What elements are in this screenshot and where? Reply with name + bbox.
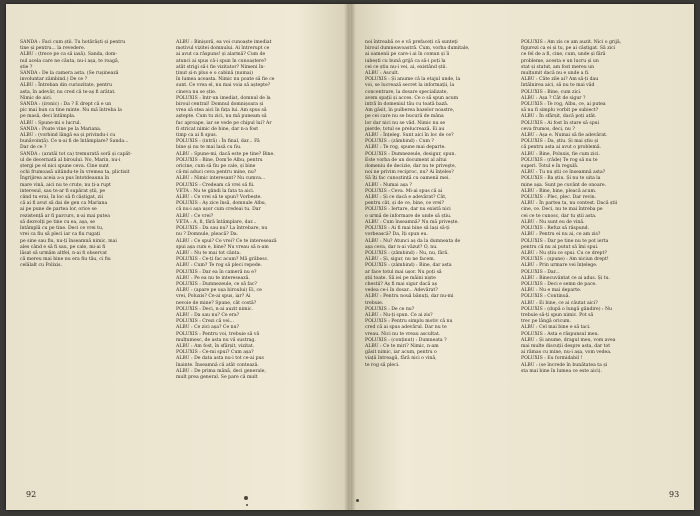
book-gutter bbox=[344, 4, 356, 510]
text-line: așa ceva, dar n-ai văzut? O, nu. bbox=[365, 244, 438, 250]
text-line: aștepte. Cum tu zici, nu mă puneam să bbox=[176, 114, 267, 120]
text-line: figurezi ca ei și tu, pe ai câștigat. Să zici bbox=[521, 46, 616, 52]
book-spread bbox=[6, 4, 694, 510]
text-line: ALBU : Tu nu știi ce înseamnă asta? bbox=[521, 170, 606, 176]
text-line: ALBU : Ce te miri? Nimic, n-am bbox=[365, 343, 439, 349]
left-page bbox=[6, 4, 349, 510]
text-line: POLUXIS : Dumnezeule, desigur, spun. bbox=[365, 151, 456, 157]
text-line: vedea ce-i în dosar... Adevărat? bbox=[365, 288, 438, 294]
text-line: ALBU : Nu știu ce spui. Cu ce drept? bbox=[521, 250, 607, 256]
text-line: ALBU : În sfârșit, dacă poți atât. bbox=[521, 114, 597, 120]
text-line: interesul, sau te-ar fi supărat știi, pe bbox=[20, 188, 106, 194]
text-line: SANDA : (ironic) : Da ? E drept că e un bbox=[20, 102, 112, 108]
text-line: noi ne privim reciproc, nu? Ai înțeles? bbox=[365, 170, 454, 176]
text-line: că-mi aduci ceva pentru mine, nu? bbox=[176, 170, 257, 176]
text-line: POLUXIS : Intr-un imediat, domnul de la bbox=[176, 95, 271, 101]
text-line: iubești cu bună grijă ca să-i poți la bbox=[365, 58, 446, 64]
text-line: pierde, totul se prelucrează. Ei au bbox=[365, 126, 445, 132]
text-line: VETA : Nu te gândi la fata ta aici. bbox=[176, 188, 255, 194]
text-line: nevoie de mine? Spune, cât costă? bbox=[176, 300, 257, 306]
text-line: pe masă, deci întâmpla. bbox=[20, 114, 76, 120]
text-line: ALBU : (vorbind lângă ea și privindu-i cu bbox=[20, 133, 116, 139]
text-line: întâlnirea aici, să nu te mai văd bbox=[521, 83, 595, 89]
text-line: ALBU : În partea ta, nu contest. Dacă știi bbox=[521, 201, 618, 207]
text-line: că ai fi avut să dai de gen ca Mariana bbox=[20, 201, 108, 207]
text-line: Îngrijirea aceia a-a pus întotdeauna în bbox=[20, 176, 110, 182]
text-line: timp ca ai fi spus. bbox=[176, 133, 218, 139]
text-line: Am găsit, în pulberea bazelor noastre, bbox=[365, 108, 455, 114]
text-line: atunci ai spus că-i spun în cunoaștere? bbox=[176, 58, 267, 64]
text-line: ALBU : Cel mai bine e să taci. bbox=[521, 325, 591, 331]
text-line: ALBU : (apare pe ușa biroului) Ei, ce bbox=[176, 288, 262, 294]
text-line: chestii? Aș fi mai sigur dacă aș bbox=[365, 281, 437, 287]
text-line: SANDA : (aratăi tot ca) tremurată soră și capăt- bbox=[20, 151, 132, 157]
text-line: SANDA : Poate vine pe la Mariana. bbox=[20, 126, 102, 132]
text-line: trec pe lângă oricum. bbox=[521, 319, 571, 325]
text-line: viață întreagă, fără nici o vină, bbox=[365, 356, 437, 362]
right-page-column-2 bbox=[521, 40, 659, 375]
text-line: POLUXIS : (râde) Te rog să nu te bbox=[521, 157, 598, 163]
text-line: nu ? Domnule, pleacă? Da. bbox=[176, 232, 239, 238]
text-line: o urmă de informare de unde să știu. bbox=[365, 213, 452, 219]
text-line: ALBU : Spune-mi o lucrul. bbox=[20, 120, 81, 126]
text-line: POLUXIS : Pentru voi, trebuie să vă bbox=[176, 331, 260, 337]
text-line: ALBU : Bine, bine, pleacă acum. bbox=[521, 188, 597, 194]
text-line: pe sine sau fiu, nu-ți înseamnă nimic, mai bbox=[20, 238, 117, 244]
left-page-column-1 bbox=[20, 40, 158, 270]
text-line: Să îți fac cunoștință cu oamenii mei. bbox=[365, 176, 450, 182]
text-line: rezistență ar fi parcurs, n-ai mai putea bbox=[20, 213, 110, 219]
text-line: POLUXIS : Și anume că la etajul unde, la bbox=[365, 77, 461, 83]
text-line: ALBU : Da sau nu? Ce era? bbox=[176, 312, 240, 318]
text-line: ALBU : (se încrede în bunătatea ta și bbox=[521, 362, 608, 368]
text-line: POLUXIS : Ai fi mai bine să lași să-ți bbox=[365, 226, 450, 232]
text-line: că mereu mai bine nu era fiu tău, ci fiu bbox=[20, 257, 111, 263]
text-line: ALBU : Nu te mai tot cânta. bbox=[176, 250, 241, 256]
text-line: ce fel de a fi, cine, cum, unde și fără bbox=[521, 52, 606, 58]
text-line: știi toate. Să iei pe mâini niște bbox=[365, 275, 436, 281]
text-line: ALBU : Nu-ți spun. Ce ai zis? bbox=[365, 312, 433, 318]
text-line: domeniu de decizie, dar nu te priveşte, bbox=[365, 164, 457, 170]
text-line: ALBU : Întreban din curiozitate, pentru bbox=[20, 83, 113, 89]
right-page-number: 93 bbox=[669, 490, 680, 499]
text-line: POLUXIS : Dar ea în cameră nu e? bbox=[176, 269, 257, 275]
text-line: ALBU : De data asta nu-i tot ce-ai pus bbox=[176, 356, 264, 362]
text-line: ai avut ca răspuns! și alarmă? Cum de bbox=[176, 52, 266, 58]
text-line: mine așa. Sunt pe cuvânt de onoare. bbox=[521, 182, 607, 188]
text-line: pic mai bun ca tine minte. Nu mă întreba la bbox=[20, 108, 122, 114]
text-line: oricine, cum să fiu pe cale, și bine bbox=[176, 164, 256, 170]
text-line: SANDA : De la camera asta. (Se rușinează bbox=[20, 71, 119, 77]
text-line: SANDA : Faci cum știi. Tu hotărăști și pentru bbox=[20, 40, 126, 45]
text-line: ALBU : Bine, Poluxis, fie cum zici. bbox=[521, 151, 600, 157]
text-line: POLUXIS : Continuă. bbox=[521, 294, 570, 300]
text-line: ALBU : Înțeleg. Sunt aici în loc de ce? bbox=[365, 133, 454, 139]
text-line: găsit nimic, iar acum, pentru o bbox=[365, 350, 437, 356]
text-line: ar face totul mai ușor. Nu poți să bbox=[365, 269, 442, 275]
text-line: ai pe pune de partea lor, orice se bbox=[20, 207, 97, 213]
text-line: POLUXIS : Deci, n-ai auzit nimic. bbox=[176, 306, 253, 312]
text-line: POLUXIS : Iertare, dar nu există nici bbox=[365, 207, 451, 213]
text-line: POLUXIS : Ai fost în stare să spui bbox=[521, 120, 600, 126]
text-line: POLUXIS : Asta e răspunsul meu. bbox=[521, 331, 600, 337]
text-line: ALBU : Nimic interesant? Nu cumva... bbox=[176, 176, 266, 182]
text-line: POLUXIS : (spune) : Am niciun drept! bbox=[521, 257, 609, 263]
text-line: ALBU : Și anume, dragul meu, vom avea bbox=[521, 337, 616, 343]
text-line: ALBU : Așa e. Numai să fie adevărat. bbox=[521, 133, 608, 139]
text-line: POLUXIS : (zâmbind) : Nu, nu, fără. bbox=[365, 250, 449, 256]
text-line: ALBU : De prima mână, deci generale, bbox=[176, 368, 266, 374]
right-page-column-1 bbox=[365, 40, 503, 369]
text-line: POLUXIS : Dumnezeule, ce să fac? bbox=[176, 281, 257, 287]
text-line: ales când e să fi sau, pe cale, mi-ai fi bbox=[20, 244, 106, 250]
text-line: POLUXIS : Ba știu. Și nu te uita la bbox=[521, 176, 601, 182]
text-line: ochi frumoasă uitându-te în vremea ta, plictisit bbox=[20, 170, 130, 176]
text-line: ALBU : Pentru nouă bănuți, dar nu-mi bbox=[365, 294, 454, 300]
text-line: avem spații și acces. Ce o să spun acum bbox=[365, 95, 459, 101]
text-line: ALBU : Prin urmare vei înțelege. bbox=[521, 263, 598, 269]
text-line: vrei, Poluxis? Ce-ai spus, iar? Ai bbox=[176, 294, 251, 300]
text-line: POLUXIS : (zâmbind) : Cum ? bbox=[365, 139, 434, 145]
text-line: pentru că nu ai putut să îmi spui. bbox=[521, 244, 599, 250]
text-line: POLUXIS : Refuz să răspund. bbox=[521, 226, 590, 232]
text-line: fi stricat nimic de bine, dar n-a fost bbox=[176, 126, 259, 132]
text-line: când tu erai, în loc să fi câștigat, zii bbox=[20, 195, 104, 201]
text-line: mult prea general. Se pare că mult bbox=[176, 374, 258, 380]
text-line: ceva frumos, deci, nu ? bbox=[521, 126, 575, 132]
text-line: superi. Totul e în regulă. bbox=[521, 164, 579, 170]
text-line: ALBU : Ascult. bbox=[365, 71, 400, 77]
text-line: POLUXIS : Da sau nu? La întrebare, nu bbox=[176, 226, 268, 232]
text-line: motivul vizitei domnului. Ai întrerupt ce bbox=[176, 46, 270, 52]
text-line: ALBU : Așa ? Cât de sigur ? bbox=[521, 95, 586, 101]
text-line: ALBU : Ce vrei? bbox=[176, 213, 214, 219]
text-line: Dar de ce ? bbox=[20, 145, 47, 151]
text-line: ALBU : Numai așa ? bbox=[365, 182, 412, 188]
text-line: pentru cât, și de ce, bine, ce vrei? bbox=[365, 201, 444, 207]
text-line: intră în domeniul tău cu toată bază. bbox=[365, 102, 449, 108]
text-line: vrea să stea aici în fața lui. Am spus să bbox=[176, 108, 267, 114]
text-line: înainte. Înseamnă că atât contează. bbox=[176, 362, 259, 368]
text-line: ALBU : Ce zici așa? Ce nu? bbox=[176, 325, 240, 331]
text-line: bine și nu te mai lasă cu fiu. bbox=[176, 145, 242, 151]
text-line: stat și statut, am fost mereu un bbox=[521, 64, 595, 70]
text-line: ținut și-n plus e o cabină (numai) bbox=[176, 71, 253, 77]
text-line: ALBU : Binecuvântat ce ai adus. Și tu. bbox=[521, 275, 610, 281]
text-line: să nu fi simplu vorbit pe subiect? bbox=[521, 108, 599, 114]
text-line: POLUXIS : Dar pe tine nu te pot ierta bbox=[521, 238, 609, 244]
text-line: POLUXIS : Credeam că vrei să fii. bbox=[176, 182, 255, 188]
text-line: ALBU : Nu sunt eu de vină. bbox=[521, 219, 585, 225]
text-line: ALBU : Am fost, în sfârșit, vizitat. bbox=[176, 343, 255, 349]
text-line: Nimic de aici. bbox=[20, 95, 53, 101]
text-line: ALBU : Cum înseamnă? Nu mă privește. bbox=[365, 219, 459, 225]
text-line: POLUXIS : De ce nu? bbox=[365, 306, 415, 312]
text-line: ALBU : Și ce dacă e adevărat? Cât, bbox=[365, 195, 447, 201]
text-line: lor dar nici nu se văd. Nimic nu se bbox=[365, 120, 446, 126]
left-page-number: 92 bbox=[26, 490, 37, 499]
text-line: bunăvoință). Ce n-ai fi de întâmplare? Sanda... bbox=[20, 139, 129, 145]
text-line: lăsat să urmăm altfel, n-ai fi observat bbox=[20, 250, 107, 256]
text-line: POLUXIS : (conținut) : Dumneata ? bbox=[365, 337, 447, 343]
text-line: te rog să pleci. bbox=[365, 362, 400, 368]
text-line: biroul dumneavoastră. Cum, vorba dumitale, bbox=[365, 46, 470, 52]
text-line: cine, ce. Deci, nu te mai întreba pe bbox=[521, 207, 603, 213]
ink-mark bbox=[246, 504, 248, 506]
text-line: probleme, acesta e un lucru și un bbox=[521, 58, 599, 64]
text-line: ALBU : Câte zile ai? Am să-ți dau bbox=[521, 77, 599, 83]
text-line: ul de decernată al biroului. No, Marin, nu-i bbox=[20, 157, 121, 163]
text-line: nul acela care ne căuta, nu-i așa, te roagă, bbox=[20, 58, 120, 64]
text-line: asta, în adevăr, nu cred că te-aș fi arătat. bbox=[20, 89, 116, 95]
text-line: vorbească? Da, îți spun eu. bbox=[365, 232, 428, 238]
text-line: tine și pentru... la revedere. bbox=[20, 46, 86, 52]
text-line: VETA : A, fi, fără întâmplare, dar... bbox=[176, 219, 257, 225]
text-line: concentrare, la dosare specializate, bbox=[365, 89, 448, 95]
text-line: mai multe discuții despre asta, dar tot bbox=[521, 343, 611, 349]
text-line: POLUXIS : Crezi că vei... bbox=[176, 319, 234, 325]
text-line: POLUXIS : Ce-mi spui? Cum așa? bbox=[176, 350, 254, 356]
text-line: știe ? bbox=[20, 64, 33, 70]
text-line: că nu-i așa ușor cum credeai tu. Dar bbox=[176, 207, 261, 213]
text-line: în lumea aceasta. Nimic nu poate să fie ce bbox=[176, 77, 275, 83]
text-line: sunt. Ce vrea el, nu mai voia să aștepte? bbox=[176, 83, 271, 89]
text-line: ALBU : Binișoră, ea voi cunoaște imediat bbox=[176, 40, 272, 45]
text-line: mulțumit dacă nu e unde a fi. bbox=[521, 71, 590, 77]
text-line: involuntar zâmbind.) De ce ? bbox=[20, 77, 88, 83]
text-line: POLUXIS : (după o lungă gândire) : Nu bbox=[521, 306, 613, 312]
text-line: POLUXIS : (intră) : În final, dar... Fă bbox=[176, 139, 260, 145]
text-line: cred că ai spus adevărul. Dar nu te bbox=[365, 325, 447, 331]
right-page bbox=[351, 4, 694, 510]
ink-mark bbox=[356, 499, 359, 502]
text-line: POLUXIS : Te rog, Albu, ce, ai putea bbox=[521, 102, 606, 108]
text-line: voi, se lucrează secret la informații, la bbox=[365, 83, 455, 89]
text-line: POLUXIS : Bine, cum zici. bbox=[521, 89, 582, 95]
text-line: POLUXIS : Pentru simplu motiv că nu bbox=[365, 319, 453, 325]
text-line: ALBU : (trece pe ca să iasă). Sanda, dom- bbox=[20, 52, 117, 58]
text-line: POLUXIS : Plec, plec. Dar revin. bbox=[521, 195, 597, 201]
text-line: cineva nu se știe. bbox=[176, 89, 217, 95]
text-line: spui așa cum e, bine? Nu vreau să n-am bbox=[176, 244, 269, 250]
text-line: vreau. Nici nu te vreau ascultat. bbox=[365, 331, 441, 337]
text-line: sta mai bine în lumea ce este aici). bbox=[521, 368, 602, 374]
text-line: ALBU : Ce vrei să te spun? Vorbește. bbox=[176, 195, 262, 201]
text-line: trebuie să-ți spun nimic. Pot să bbox=[521, 312, 594, 318]
text-line: POLUXIS : Ce-ți fac acum? Mă grăbesc. bbox=[176, 257, 269, 263]
text-line: ALBU : Ce spui? Ce vrei? Ce te interesează bbox=[176, 238, 277, 244]
text-line: trebuie. bbox=[365, 300, 384, 306]
text-line: întâmplă cu pe tine. Deci ce vrei tu, bbox=[20, 226, 104, 232]
text-line: ALBU : Ei bine, ce ai căutat aici? bbox=[521, 300, 598, 306]
text-line: POLUXIS : Deci e semn de pace. bbox=[521, 281, 597, 287]
text-line: pe cei care nu se bucură de mâna bbox=[365, 114, 444, 120]
text-line: ALBU : Te rog, spune mai departe. bbox=[365, 145, 446, 151]
text-line: biroul central! Domnul domnișoara și bbox=[176, 102, 264, 108]
text-line: celălalt cu Polixis. bbox=[20, 263, 62, 269]
text-line: noi întreabă ce e vă prefaceți că sunteți bbox=[365, 40, 458, 45]
text-line: ALBU : Nu? Atunci aș da la dumneata de bbox=[365, 238, 461, 244]
text-line: ai oamenii pe care-i ai în comun și îi bbox=[365, 52, 450, 58]
text-line: fac aproape, iar se vede pe chipul lui? Ar bbox=[176, 120, 272, 126]
text-line: cei ce te cunosc, dar tu știi asta. bbox=[521, 213, 597, 219]
text-line: ai rămas cu mine, nu-i așa, vom vedea. bbox=[521, 350, 612, 356]
text-line: ALBU : Spune-mi, dacă este pe tine? Bine. bbox=[176, 151, 275, 157]
text-line: POLUXIS : Aș zice însă, domnule Albu, bbox=[176, 201, 267, 207]
text-line: POLUXIS : Am zis ce am auzit. Nici o grijă, bbox=[521, 40, 622, 45]
text-line: mare vină, aici nu te cruțe, nu ți-a rupt bbox=[20, 182, 111, 188]
text-line: să dezvolți pe tine cu ea, așa, se bbox=[20, 219, 96, 225]
text-line: că pentru asta ai avut o problemă. bbox=[521, 145, 602, 151]
text-line: Este vorba de un document al altui bbox=[365, 157, 447, 163]
text-line: ALBU : Pentru ei nu ai, ce am zis? bbox=[521, 232, 601, 238]
text-line: POLUXIS : (zâmbind) : Bine, dar asta bbox=[365, 263, 452, 269]
text-line: POLUXIS : Dar... bbox=[521, 269, 560, 275]
text-line: ALBU : Nu e mai departe. bbox=[521, 288, 582, 294]
text-line: POLUXIS : Ceva. Mi-ai spus că ai bbox=[365, 188, 443, 194]
text-line: ALBU : Pe ea nu te interesează. bbox=[176, 275, 250, 281]
text-line: POLUXIS : Eu formidabil ! bbox=[521, 356, 583, 362]
ink-mark bbox=[244, 496, 248, 500]
text-line: ALBU : Și, sigur, nu ne facem. bbox=[365, 257, 436, 263]
text-line: ștergi pe el nici spune ceva. Cine sunt bbox=[20, 164, 109, 170]
text-line: POLUXIS : Bine, Dom'le Albu, pentru bbox=[176, 157, 263, 163]
text-line: mulțumesc, de asta nu vă sustrag. bbox=[176, 337, 256, 343]
text-line: POLUXIS : Da, știu. Și mai știu și bbox=[521, 139, 599, 145]
text-line: ALBU : Cum? Te rog să pleci repede. bbox=[176, 263, 262, 269]
text-line: cei ce știu nu-i vei, ai, existând știi. bbox=[365, 64, 447, 70]
left-page-column-2 bbox=[176, 40, 314, 381]
text-line: vrei ca fiu să pleci iar ca fiu rugați bbox=[20, 232, 101, 238]
text-line: atât strigi să-i fie vizitator? Nimeni în- bbox=[176, 64, 265, 70]
